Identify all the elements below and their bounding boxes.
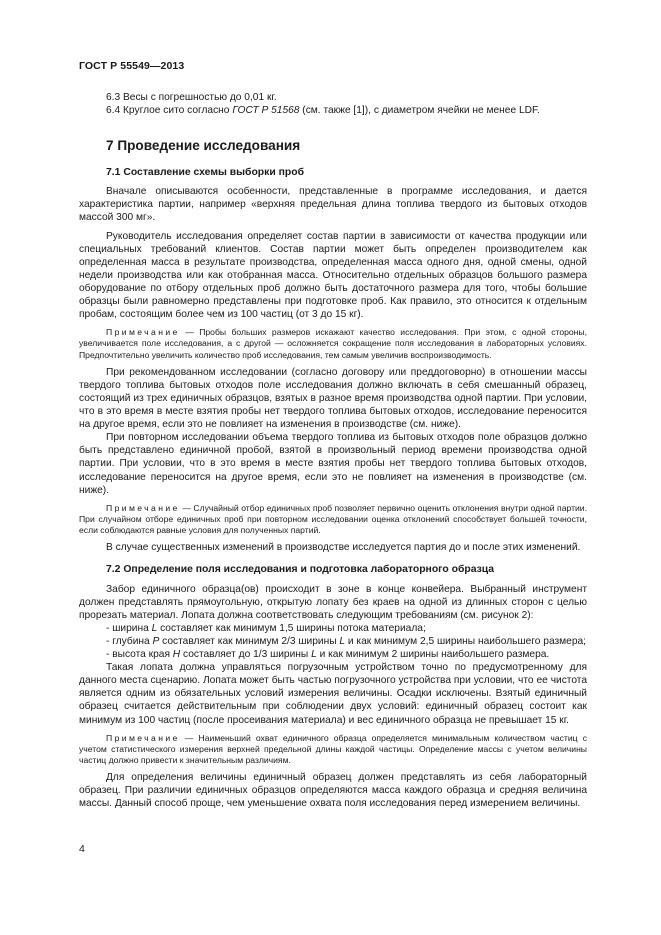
section-7-2-heading: 7.2 Определение поля исследования и подготовка лабораторного образца: [106, 564, 495, 576]
item-6-4: 6.4 Круглое сито согласно ГОСТ Р 51568 (см. также [1]), с диаметром ячейки не менее LDF.: [106, 105, 540, 117]
section-7-1-heading: 7.1 Составление схемы выборки проб: [106, 167, 304, 179]
note: Примечание — Пробы больших размеров искажают качество исследования. При этом, с одной стороны, увеличивается поле исследования, а с другой — осложняется сокращение поля исследования в лабораторных условиях. Предпочтительно увеличить количество проб исследования, тем самым увеличив воспроизводимость.: [79, 327, 587, 360]
list-item: - высота края H составляет до 1/3 ширины L и как минимум 2 ширины наибольшего размера.: [106, 649, 550, 661]
note-label: Примечание: [106, 502, 180, 513]
paragraph: В случае существенных изменений в производстве исследуется партия до и после этих изменений.: [106, 542, 581, 554]
standard-reference: ГОСТ Р 51568: [232, 105, 300, 117]
paragraph: При рекомендованном исследовании (согласно договору или преддоговорно) в отношении массы твердого топлива бытовых отходов поле исследования должно включать в себя смешанный образец, состоящий из трех единичных образцов, взятых в разное время производства одной партии. При условии, что в это время в месте взятия пробы нет твердого топлива бытовых отходов, исследование переносится на другое время, если это не повлияет на изменения в производстве (см. ниже).: [79, 366, 587, 431]
list-item: - глубина P составляет как минимум 2/3 ширины L и как минимум 2,5 ширины наибольшего размера;: [106, 635, 587, 647]
paragraph: Руководитель исследования определяет состав партии в зависимости от качества продукции или специальных требований клиентов. Состав партии может быть определен производителем как определенная масса в результате производства, определенная масса одного дня, одной смены, одной недели производства или как отобранная масса. Относительно отдельных образцов большого размера оборудование по отбору отдельных проб должно быть достаточного размера для того, чтобы большие образцы были равномерно представлены при подготовке проб. Как правило, это относится к отдельным пробам, состоящим более чем из 100 частиц (от 3 до 15 кг).: [79, 230, 587, 321]
item-6-3: 6.3 Весы с погрешностью до 0,01 кг.: [106, 92, 277, 103]
paragraph: При повторном исследовании объема твердого топлива из бытовых отходов поле образцов должно быть представлено единичной пробой, взятой в произвольный период времени производства одной партии. При условии, что в это время в месте взятия пробы нет твердого топлива бытовых отходов, исследование переносится на другое время, если это не повлияет на изменения в производстве (см. ниже).: [79, 432, 587, 496]
paragraph: Забор единичного образца(ов) происходит в зоне в конце конвейера. Выбранный инструмент должен представлять прямоугольную, открытую лопату без краев на одной из длинных сторон с целью прорезать материал. Лопата должна соответствовать следующим требованиям (см. рисунок 2):: [79, 583, 587, 621]
paragraph: Вначале описываются особенности, представленные в программе исследования, и дается характеристика партии, например «верхняя предельная длина топлива твердого из бытовых отходов массой 300 мг».: [79, 186, 587, 224]
note-label: Примечание: [106, 327, 180, 338]
paragraph: Такая лопата должна управляться погрузочным устройством точно по предусмотренному для данного места сценарию. Лопата может быть частью погрузочного устройства при условии, что ее чистота является одним из обязательных условий измерения величины. Осадки исключены. Взятый единичный образец считается действительным при соблюдении двух условий: единичный образец состоит как минимум из 100 частиц (после просеивания материала) и вес единичного образца не превышает 15 кг.: [79, 662, 587, 726]
note-label: Примечание: [106, 732, 180, 743]
note: Примечание — Наименьший охват единичного образца определяется минимальным количеством частиц с учетом статистического измерения верхней предельной длины каждой частицы. Определение массы с учетом величины частиц должно привести к значительным различиям.: [79, 732, 587, 765]
page-number: 4: [79, 843, 85, 855]
paragraph: Для определения величины единичный образец должен представлять из себя лабораторный образец. При различии единичных образцов определяются масса каждого образца и средняя величина массы. Данный способ проще, чем уменьшение охвата поля исследования перед измерением величины.: [79, 772, 587, 810]
list-item: - ширина L составляет как минимум 1,5 ширины потока материала;: [106, 622, 426, 634]
page-header: ГОСТ Р 55549—2013: [79, 60, 185, 72]
note: Примечание — Случайный отбор единичных проб позволяет первично оценить отклонения внутри одной партии. При случайном отборе единичных проб при повторном исследовании оценка отклонений способствует большей точности, если соблюдаются равные условия для полученных партий.: [79, 502, 587, 536]
section-7-heading: 7 Проведение исследования: [106, 138, 301, 154]
page-content: [79, 91, 587, 810]
